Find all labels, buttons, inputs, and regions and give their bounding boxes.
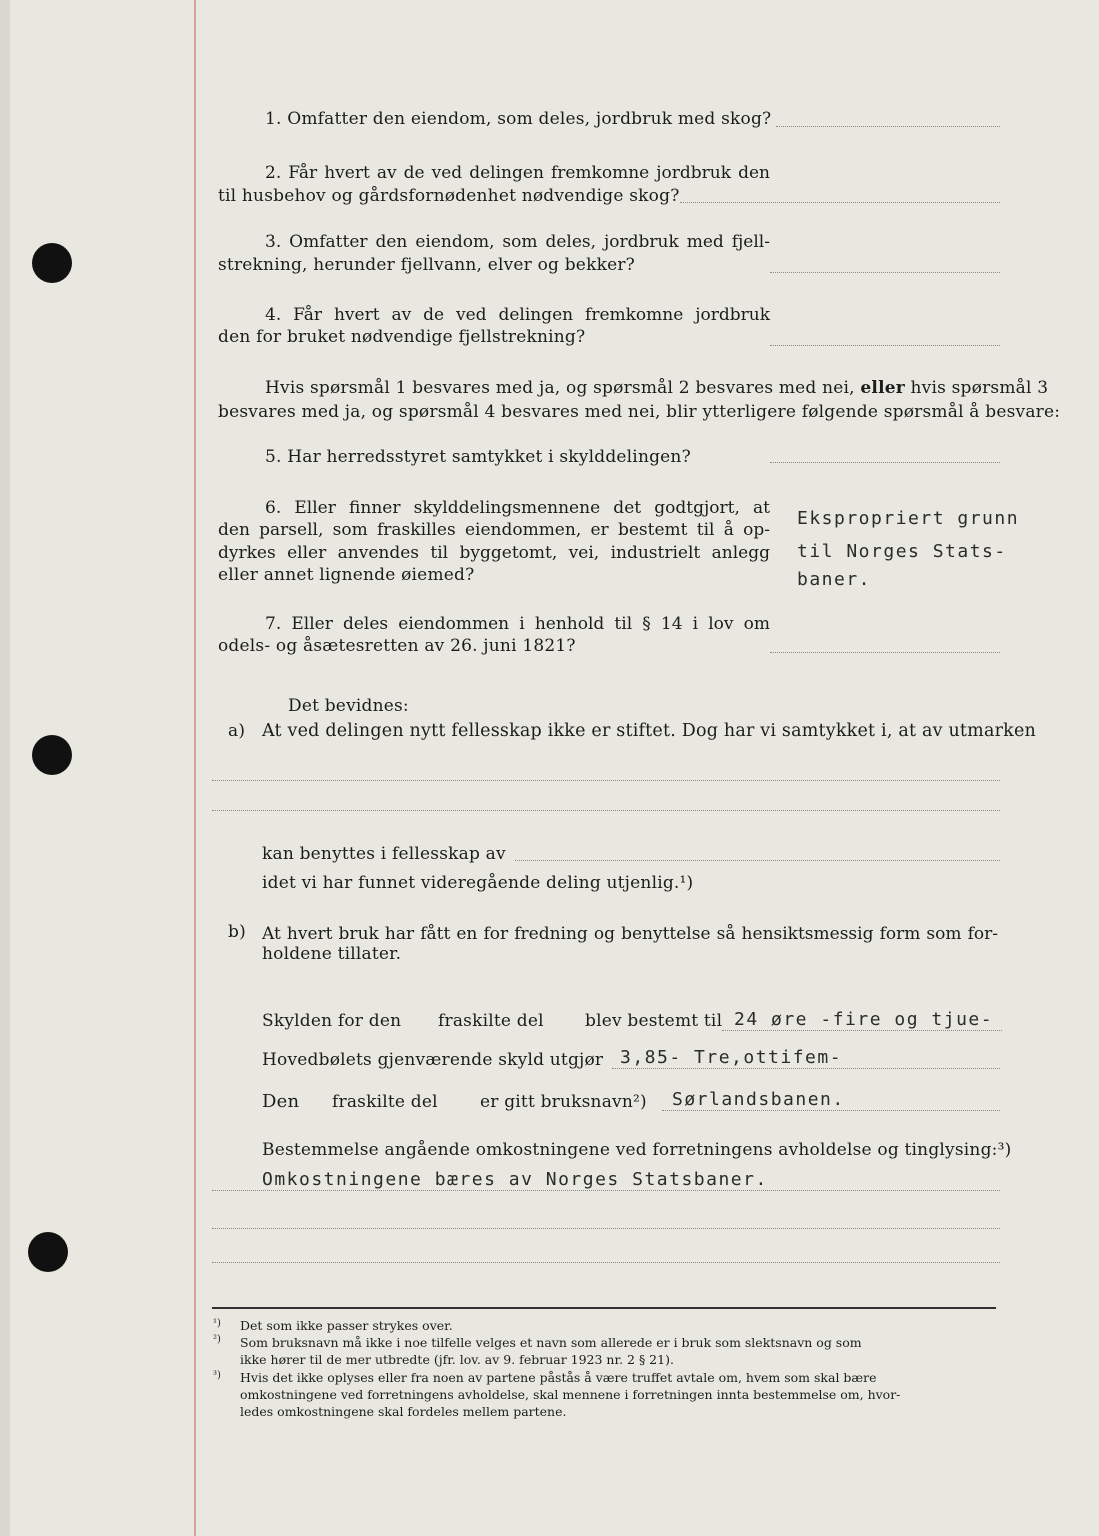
question-4-line-2: den for bruket nødvendige fjellstrekning?: [218, 327, 586, 347]
shared-use-reason: idet vi har funnet videregående deling utjenlig.¹): [262, 873, 694, 893]
skyld-suffix: blev bestemt til: [585, 1011, 723, 1031]
question-6-line-1: 6. Eller finner skylddelingsmennene det godtgjort, at: [265, 498, 770, 518]
skyld-middle: fraskilte del: [438, 1011, 544, 1031]
cost-line-3[interactable]: [212, 1262, 1000, 1263]
question-6-line-2: den parsell, som fraskilles eiendommen, er bestemt til å op-: [218, 520, 770, 540]
item-b-label: b): [228, 922, 246, 942]
footnote-1: Det som ikke passer strykes over.: [240, 1318, 453, 1333]
cost-line-2[interactable]: [212, 1228, 1000, 1229]
footnote-2-mark: ²): [213, 1334, 221, 1345]
shared-use-line[interactable]: [515, 860, 1000, 861]
question-5: 5. Har herredsstyret samtykket i skylddelingen?: [265, 447, 691, 467]
hovedbol-label: Hovedbølets gjenværende skyld utgjør: [262, 1050, 604, 1070]
question-3-line-2: strekning, herunder fjellvann, elver og bekker?: [218, 255, 635, 275]
question-6-line-3: dyrkes eller anvendes til byggetomt, vei, industrielt anlegg: [218, 543, 770, 563]
item-a-label: a): [228, 721, 246, 741]
skyld-prefix: Skylden for den: [262, 1011, 402, 1031]
answer-line-q4[interactable]: [770, 345, 1000, 346]
certification-heading: Det bevidnes:: [288, 696, 409, 716]
question-7-line-2: odels- og åsætesretten av 26. juni 1821?: [218, 636, 576, 656]
answer-q6-line-1: Ekspropriert grunn: [797, 508, 1020, 529]
answer-q6-line-2: til Norges Stats-: [797, 541, 1007, 562]
utmark-line-1[interactable]: [212, 780, 1000, 781]
shared-use-label: kan benyttes i fellesskap av: [262, 844, 506, 864]
conditional-line-2: besvares med ja, og spørsmål 4 besvares med nei, blir ytterligere følgende spørsmål å besvare:: [218, 402, 1061, 422]
conditional-line-1: Hvis spørsmål 1 besvares med ja, og spørsmål 2 besvares med nei, eller hvis spørsmål 3: [265, 378, 1049, 398]
footnote-3-line-1: Hvis det ikke oplyses eller fra noen av partene påstås å være truffet avtale om, hvem som skal bære: [240, 1370, 877, 1385]
question-6-line-4: eller annet lignende øiemed?: [218, 565, 475, 585]
cost-label: Bestemmelse angående omkostningene ved forretningens avholdelse og tinglysing:³): [262, 1140, 1012, 1160]
item-b-line-1: At hvert bruk har fått en for fredning og benyttelse så hensiktsmessig form som for-: [262, 924, 998, 944]
footnote-3-line-2: omkostningene ved forretningens avholdelse, skal mennene i forretningen innta bestemmelse om, hvor-: [240, 1387, 901, 1402]
punch-hole: [28, 1232, 68, 1272]
punch-hole: [32, 735, 72, 775]
footnote-2-line-2: ikke hører til de mer utbredte (jfr. lov. av 9. februar 1923 nr. 2 § 21).: [240, 1352, 674, 1367]
hovedbol-line[interactable]: [612, 1068, 1000, 1069]
hovedbol-value: 3,85- Tre,ottifem-: [620, 1047, 843, 1068]
question-2-line-1: 2. Får hvert av de ved delingen fremkomne jordbruk den: [265, 163, 770, 183]
question-1: 1. Omfatter den eiendom, som deles, jordbruk med skog?: [265, 109, 772, 129]
footnote-3-mark: ³): [213, 1370, 221, 1381]
name-suffix: er gitt bruksnavn²): [480, 1092, 647, 1112]
skyld-value: 24 øre -fire og tjue-: [734, 1009, 994, 1030]
margin-line: [194, 0, 196, 1536]
answer-line-q3[interactable]: [770, 272, 1000, 273]
bruksnavn-value: Sørlandsbanen.: [672, 1089, 845, 1110]
name-middle: fraskilte del: [332, 1092, 438, 1112]
answer-q6-line-3: baner.: [797, 569, 872, 590]
cost-line-1[interactable]: [212, 1190, 1000, 1191]
question-3-line-1: 3. Omfatter den eiendom, som deles, jordbruk med fjell-: [265, 232, 770, 252]
cost-value: Omkostningene bæres av Norges Statsbaner.: [262, 1169, 768, 1190]
utmark-line-2[interactable]: [212, 810, 1000, 811]
bruksnavn-line[interactable]: [662, 1110, 1000, 1111]
footnote-3-line-3: ledes omkostningene skal fordeles mellem partene.: [240, 1404, 567, 1419]
answer-line-q5[interactable]: [770, 462, 1000, 463]
question-2-line-2: til husbehov og gårdsfornødenhet nødvendige skog?: [218, 186, 680, 206]
question-7-line-1: 7. Eller deles eiendommen i henhold til § 14 i lov om: [265, 614, 770, 634]
footnote-2-line-1: Som bruksnavn må ikke i noe tilfelle velges et navn som allerede er i bruk som slektsnavn og som: [240, 1335, 862, 1350]
paper-edge: [0, 0, 10, 1536]
answer-line-q7[interactable]: [770, 652, 1000, 653]
question-4-line-1: 4. Får hvert av de ved delingen fremkomne jordbruk: [265, 305, 770, 325]
item-b-line-2: holdene tillater.: [262, 944, 402, 964]
footnote-1-mark: ¹): [213, 1318, 221, 1329]
answer-line-q2[interactable]: [680, 202, 1000, 203]
footnote-rule: [212, 1307, 996, 1309]
name-den: Den: [262, 1091, 300, 1112]
punch-hole: [32, 243, 72, 283]
skyld-line[interactable]: [722, 1030, 1002, 1031]
answer-line-q1[interactable]: [776, 126, 1000, 127]
item-a-text: At ved delingen nytt fellesskap ikke er stiftet. Dog har vi samtykket i, at av utmarken: [262, 721, 1036, 741]
